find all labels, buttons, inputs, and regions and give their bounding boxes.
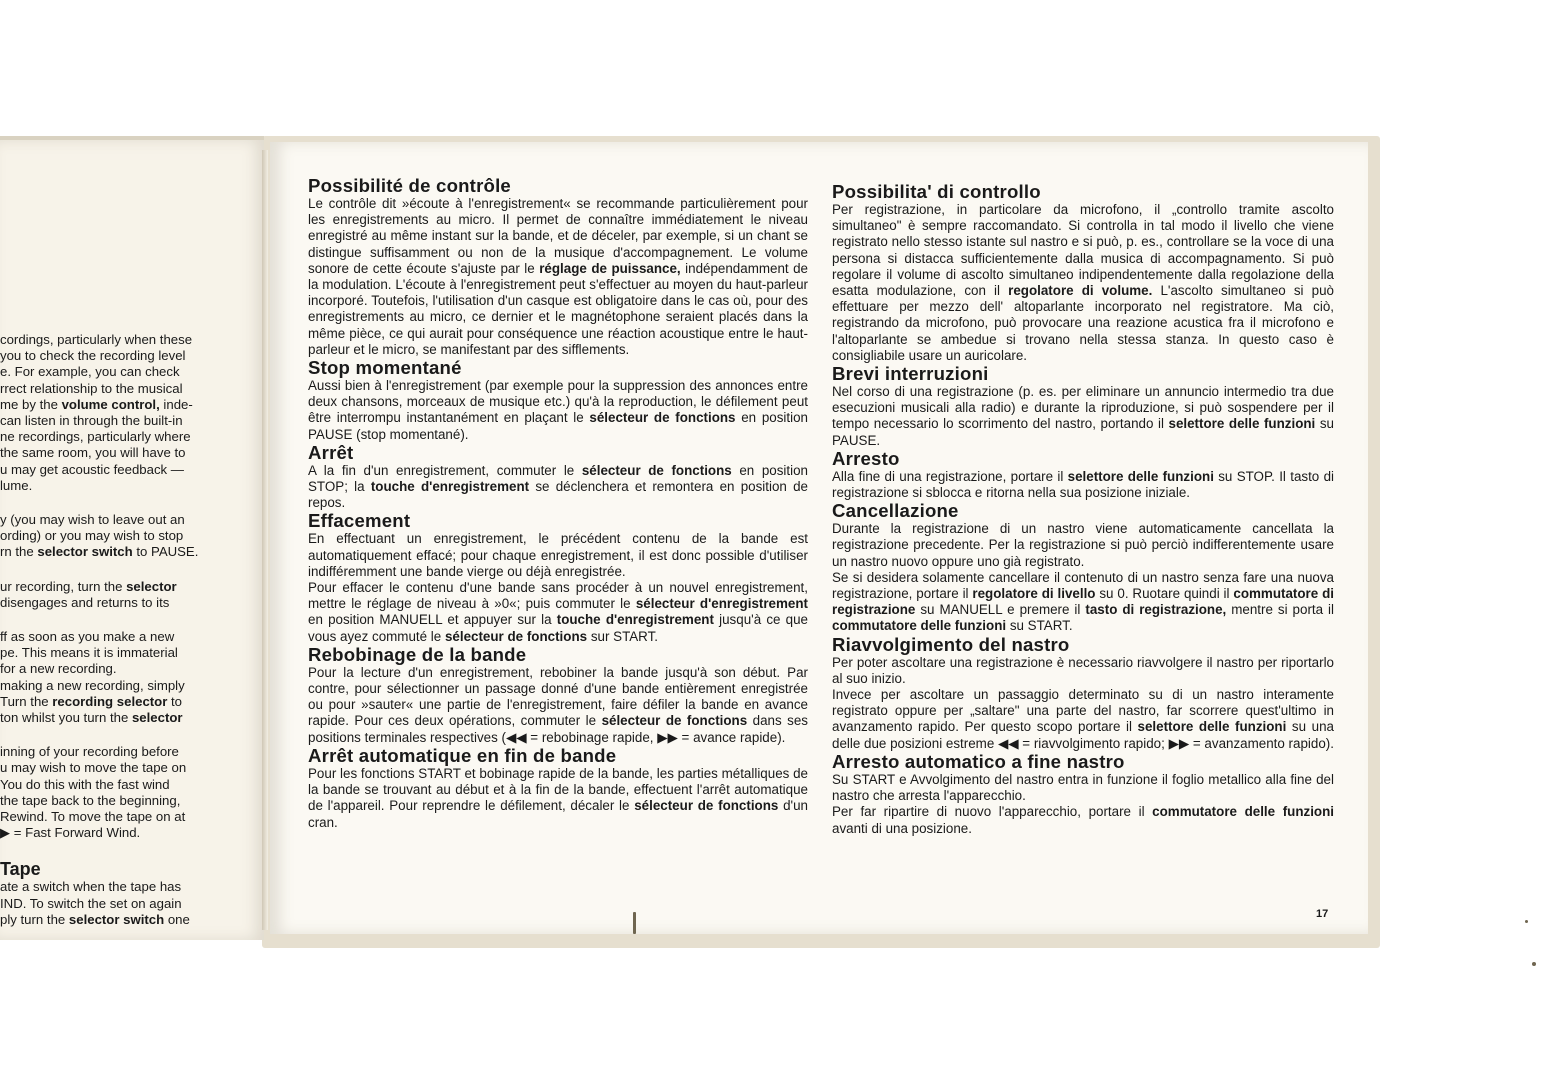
section-heading: Effacement <box>308 510 411 532</box>
paper-speck <box>1525 920 1528 923</box>
bold-term: regolatore di volume. <box>1008 283 1153 299</box>
english-paragraph <box>0 629 226 726</box>
section-heading: Cancellazione <box>832 500 959 522</box>
text-line: can listen in through the built-in <box>0 413 183 429</box>
section-heading: Stop momentané <box>308 357 462 379</box>
english-paragraph <box>0 744 226 841</box>
section-paragraph: Su START e Avvolgimento del nastro entra in funzione il foglio metallico alla fine del nastro che arresta l'apparecchio. <box>832 771 1334 804</box>
section-paragraph: Alla fine di una registrazione, portare il selettore delle funzioni su STOP. Il tasto di registrazione si sblocca e ritorna nella sua posizione iniziale. <box>832 468 1334 501</box>
left-page <box>0 140 264 940</box>
bold-term: selettore delle funzioni <box>1168 416 1316 432</box>
bold-term: recording selector <box>52 693 168 709</box>
section-heading: Possibilita' di controllo <box>832 181 1041 202</box>
text-line: disengages and returns to its <box>0 594 170 610</box>
section-paragraph: A la fin d'un enregistrement, commuter le sélecteur de fonctions en position STOP; la touche d'enregistrement se déclenchera et remontera en position de repos. <box>308 462 809 511</box>
bold-term: sélecteur de fonctions <box>601 713 748 729</box>
section-heading: Brevi interruzioni <box>832 363 989 385</box>
text-line: the tape back to the beginning, <box>0 792 181 808</box>
section-paragraph: Pour les fonctions START et bobinage rapide de la bande, les parties métalliques de la bande se trouvant au début et à la fin de la bande, effectuent l'arrêt automatique de l'appareil. Pour reprendre le défilement, décaler le sélecteur de fonctions d'un cran. <box>308 765 808 830</box>
text-line: you to check the recording level <box>0 348 186 364</box>
text-line: y (you may wish to leave out an <box>0 512 185 528</box>
bold-term: commutatore delle funzioni <box>1152 804 1335 820</box>
bold-term: touche d'enregistrement <box>370 479 530 495</box>
bold-term: touche d'enregistrement <box>556 612 714 628</box>
text-line: ff as soon as you make a new <box>0 629 175 645</box>
text-line: IND. To switch the set on again <box>0 895 182 911</box>
book-gutter <box>262 150 268 930</box>
bold-term: commutatore delle funzioni <box>832 618 1007 634</box>
section-paragraph: Se si desidera solamente cancellare il contenuto di un nastro senza fare una nuova registrazione, portare il regolatore di livello su 0. Ruotare quindi il commutatore di registrazione su MANUELL e premere il tasto di registrazione, mentre si porta il commutatore delle funzioni su START. <box>832 569 1334 634</box>
section-heading: Arrêt <box>308 441 354 463</box>
english-paragraph <box>0 859 226 928</box>
section-heading: Arrêt automatique en fin de bande <box>308 744 617 766</box>
bold-term: tasto di registrazione, <box>1085 602 1227 618</box>
section-heading: Riavvolgimento del nastro <box>832 633 1070 655</box>
section-paragraph: Durante la registrazione di un nastro viene automaticamente cancellata la registrazione precedente. Per la registrazione si può perciò indifferentemente usare un nastro nuovo oppure uno già registrato. <box>832 521 1334 569</box>
text-line: lume. <box>0 477 33 493</box>
text-line: You do this with the fast wind <box>0 776 170 792</box>
bold-term: réglage de puissance, <box>539 260 681 276</box>
section-heading: Possibilité de contrôle <box>308 175 511 196</box>
text-line: ply turn the selector switch one <box>0 911 190 927</box>
text-line: inning of your recording before <box>0 744 179 760</box>
bold-term: regolatore di livello <box>972 586 1096 602</box>
bold-term: volume control, <box>61 396 160 412</box>
section-paragraph: Pour la lecture d'un enregistrement, rebobiner la bande jusqu'à son début. Par contre, pour sélectionner un passage donné d'une bande entièrement enregistrée ou pour »sauter« une partie de l'enregistrement, faire défiler la bande en avance rapide. Pour ces deux opérations, commuter le sélecteur de fonctions dans ses positions terminales respectives (◀◀ = rebobinage rapide, ▶▶ = avance rapide). <box>308 664 808 745</box>
text-line: ne recordings, particularly where <box>0 429 191 445</box>
section-paragraph: Per far ripartire di nuovo l'apparecchio, portare il commutatore delle funzioni avanti di una posizione. <box>832 804 1335 836</box>
section-paragraph: Per poter ascoltare una registrazione è necessario riavvolgere il nastro per riportarlo al suo inizio. <box>832 654 1334 686</box>
bold-term: selector switch <box>68 911 165 927</box>
section-heading: Tape <box>0 859 41 880</box>
bold-term: sélecteur de fonctions <box>581 462 732 478</box>
section-heading: Arresto <box>832 447 900 469</box>
text-line: ording) or you may wish to stop <box>0 528 184 544</box>
paper-speck <box>633 912 636 934</box>
text-line: me by the volume control, inde- <box>0 396 193 412</box>
section-paragraph: Invece per ascoltare un passaggio determinato su di un nastro interamente registrato oppure per „saltare" una parte del nastro, far scorrere quest'ultimo in avanzamento rapido. Per questo scopo portare il selettore delle funzioni su una delle due posizioni estreme ◀◀ = riavvolgimento rapido; ▶▶ = avanzamento rapido). <box>832 687 1334 751</box>
english-text-column <box>0 332 226 940</box>
french-text-column <box>308 176 808 831</box>
text-line: e. For example, you can check <box>0 364 180 380</box>
text-line: ton whilst you turn the selector <box>0 710 183 726</box>
english-paragraph <box>0 512 226 561</box>
section-paragraph: Nel corso di una registrazione (p. es. per eliminare un annuncio intermedio tra due esecuzioni musicali alla radio) e durante la riproduzione, si può sospendere per il tempo necessario lo scorrimento del nastro, portando il selettore delle funzioni su PAUSE. <box>832 384 1334 448</box>
text-line: ate a switch when the tape has <box>0 879 182 895</box>
text-line: making a new recording, simply <box>0 677 185 693</box>
text-line: the same room, you will have to <box>0 445 186 461</box>
section-heading: Arresto automatico a fine nastro <box>832 750 1125 772</box>
text-line: for a new recording. <box>0 661 117 677</box>
text-line: Rewind. To move the tape on at <box>0 809 186 825</box>
text-line: Turn the recording selector to <box>0 693 183 709</box>
section-paragraph: Le contrôle dit »écoute à l'enregistrement« se recommande particulièrement pour les enregistrements au micro. Il permet de connaître immédiatement le niveau enregistré au même instant sur la bande, et de déceler, par exemple, si un chant se distingue suffisamment ou non de la musique d'accompagnement. Le volume sonore de cette écoute s'ajuste par le réglage de puissance, indépendamment de la modulation. L'écoute à l'enregistrement peut s'effectuer au moyen du haut-parleur incorporé. Toutefois, l'utilisation d'un casque est obligatoire dans le cas où, pour des enregistrements au micro, ce dernier et le magnétophone seraient placés dans la même pièce, ce qui aurait pour conséquence une réaction acoustique entre le haut-parleur et le micro, se manifestant par des sifflements. <box>308 196 809 357</box>
bold-term: selector <box>131 710 183 726</box>
bold-term: sélecteur de fonctions <box>444 628 588 644</box>
section-paragraph: Pour effacer le contenu d'une bande sans procéder à un nouvel enregistrement, mettre le réglage de niveau à »0«; puis commuter le sélecteur d'enregistrement en position MANUELL et appuyer sur la touche d'enregistrement jusqu'à ce que vous ayez commuté le sélecteur de fonctions sur START. <box>308 580 809 644</box>
text-line: ▶ = Fast Forward Wind. <box>0 825 141 841</box>
text-line: rrect relationship to the musical <box>0 380 183 396</box>
section-heading: Rebobinage de la bande <box>308 643 527 665</box>
bold-term: selettore delle funzioni <box>1067 468 1214 484</box>
bold-term: sélecteur de fonctions <box>589 410 736 426</box>
english-paragraph <box>0 579 226 611</box>
text-line: rn the selector switch to PAUSE. <box>0 544 199 560</box>
section-paragraph: Aussi bien à l'enregistrement (par exemple pour la suppression des annonces entre deux chansons, morceaux de musique etc.) qu'à la reproduction, le défilement peut être interrompu instantanément en plaçant le sélecteur de fonctions en position PAUSE (stop momentané). <box>308 378 808 442</box>
text-line: pe. This means it is immaterial <box>0 645 178 661</box>
bold-term: sélecteur d'enregistrement <box>635 596 808 612</box>
bold-term: selector switch <box>37 544 133 560</box>
text-line: ur recording, turn the selector <box>0 578 177 594</box>
english-paragraph <box>0 332 226 494</box>
text-line: u may wish to move the tape on <box>0 760 187 776</box>
bold-term: commutatore di registrazione <box>832 586 1334 618</box>
text-line: u may get acoustic feedback — <box>0 461 184 477</box>
bold-term: sélecteur de fonctions <box>634 798 779 814</box>
bold-term: selettore delle funzioni <box>1137 719 1287 735</box>
text-line: cordings, particularly when these <box>0 332 193 347</box>
page-number: 17 <box>1316 908 1329 920</box>
italian-text-column <box>832 182 1334 837</box>
paper-speck <box>1532 962 1536 966</box>
section-paragraph: En effectuant un enregistrement, le précédent contenu de la bande est automatiquement effacé; pour chaque enregistrement, il est donc possible d'utiliser indifféremment une bande vierge ou déjà enregistrée. <box>308 531 808 579</box>
section-paragraph: Per registrazione, in particolare da microfono, il „controllo tramite ascolto simultaneo" è sempre raccomandato. Si controlla in tal modo il livello che viene registrato nello stesso istante sul nastro e si può, p. es., controllare se la voce di una persona si distacca sufficientemente dalla musica di accompagnamento. Si può regolare il volume di ascolto simultaneo indipendentemente dalla regolazione della esatta modulazione, con il regolatore di volume. L'ascolto simultaneo si può effettuare per mezzo dell' altoparlante incorporato nel registratore. Ma ciò, registrando da microfono, può provocare una reazione acustica fra il microfono e l'altoparlante se ambedue si trovano nella stessa stanza. In questo caso è consigliabile usare un auricolare. <box>832 202 1334 363</box>
bold-term: selector <box>126 578 177 594</box>
